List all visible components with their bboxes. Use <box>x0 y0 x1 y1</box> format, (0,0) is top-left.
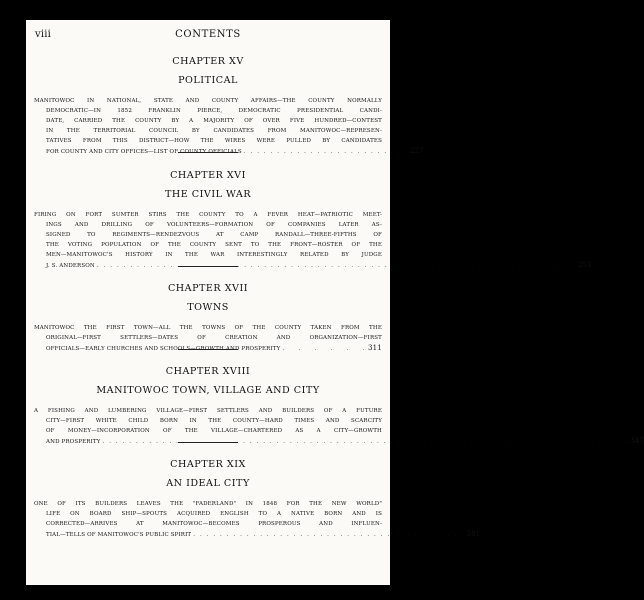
synopsis-line: MANITOWOC THE FIRST TOWN—ALL THE TOWNS OF THE COUNTY TAKEN FROM THE <box>34 325 382 331</box>
synopsis-line: IN THE TERRITORIAL COUNCIL BY CANDIDATES FROM MANITOWOC—REPRESEN- <box>46 128 382 134</box>
synopsis-line: THE VOTING POPULATION OF THE COUNTY SENT TO THE FRONT—ROSTER OF THE <box>46 242 382 248</box>
section-divider <box>178 266 238 267</box>
page-number: 227 <box>409 147 424 155</box>
page-number: 347 <box>630 437 644 445</box>
chapter-19 <box>26 459 481 540</box>
page-number: 381 <box>466 530 481 538</box>
synopsis-line: MEN—MANITOWOC'S HISTORY IN THE WAR INTERESTINGLY RELATED BY JUDGE <box>46 252 382 258</box>
chapter-number: CHAPTER XVIII <box>165 366 251 377</box>
running-head: CONTENTS <box>175 29 241 40</box>
synopsis-last-line <box>34 529 481 540</box>
synopsis-line: CORRECTED—ARRIVES AT MANITOWOC—BECOMES PROSPEROUS AND INFLUEN- <box>46 521 382 527</box>
page-number: 251 <box>577 261 592 269</box>
page-number: 311 <box>368 344 382 352</box>
dot-leader: . . . . . . <box>282 346 367 352</box>
synopsis-line: FIRING ON FORT SUMTER STIRS THE COUNTY TO A FEVER HEAT—PATRIOTIC MEET- <box>34 212 382 218</box>
dot-leader: . . . . . . . . . . . . . . . . . . . . . . . . . . . . . . . . . . . . . . . . . . . . . . . . . . . . . . . . . . . . . . . . . . . . . . . . . . . . . . . <box>102 439 629 445</box>
synopsis-line: FOR COUNTY AND CITY OFFICES—LIST OF COUNTY OFFICIALS <box>46 149 242 155</box>
chapter-15 <box>26 56 424 157</box>
synopsis-line: TIAL—TELLS OF MANITOWOC'S PUBLIC SPIRIT <box>46 532 192 538</box>
synopsis-line: ORIGINAL—FIRST SETTLERS—DATES OF CREATION AND ORGANIZATION—FIRST <box>46 335 382 341</box>
section-divider <box>178 152 238 153</box>
synopsis-line: SIGNED TO REGIMENTS—RENDEZVOUS AT CAMP RANDALL—THREE-FIFTHS OF <box>46 232 382 238</box>
contents-page <box>26 20 644 585</box>
chapter-number: CHAPTER XV <box>172 56 244 67</box>
chapter-16 <box>26 170 592 271</box>
chapter-title: POLITICAL <box>178 75 238 86</box>
dot-leader: . . . . . . . . . . . . . . . . . . . . . . . . . <box>243 149 408 155</box>
chapter-title: MANITOWOC TOWN, VILLAGE AND CITY <box>96 385 320 396</box>
page-folio: viii <box>35 29 52 40</box>
synopsis-line: DATE, CARRIED THE COUNTY BY A MAJORITY OF OVER FIVE HUNDRED—CONTEST <box>46 118 382 124</box>
chapter-synopsis <box>26 210 592 271</box>
dot-leader: . . . . . . . . . . . . . . . . . . . . . . . . . . . . . . . . . . . . . . . . . . . . . . . . . . . . . . . . . . . . . . . . . . . . . . . . <box>96 263 576 269</box>
chapter-title: THE CIVIL WAR <box>164 189 252 200</box>
chapter-synopsis <box>26 406 644 447</box>
chapter-18 <box>26 366 644 447</box>
chapter-number: CHAPTER XVI <box>170 170 246 181</box>
synopsis-line: OF MONEY—INCORPORATION OF THE VILLAGE—CHARTERED AS A CITY—GROWTH <box>46 428 382 434</box>
chapter-title: TOWNS <box>187 302 229 313</box>
section-divider <box>178 442 238 443</box>
synopsis-line: LIFE ON BOARD SHIP—SPOUTS ACQUIRED ENGLISH TO A NATIVE BORN AND IS <box>46 511 382 517</box>
chapter-number: CHAPTER XIX <box>170 459 246 470</box>
synopsis-line: AND PROSPERITY <box>46 439 101 445</box>
chapter-synopsis <box>26 96 424 157</box>
synopsis-line: MANITOWOC IN NATIONAL, STATE AND COUNTY AFFAIRS—THE COUNTY NORMALLY <box>34 98 382 104</box>
chapter-number: CHAPTER XVII <box>167 283 249 294</box>
synopsis-line: ONE OF ITS BUILDERS LEAVES THE "FADERLAND" IN 1848 FOR THE NEW WORLD" <box>34 501 382 507</box>
synopsis-line: DEMOCRATIC—IN 1852 FRANKLIN PIERCE, DEMOCRATIC PRESIDENTIAL CANDI- <box>46 108 382 114</box>
synopsis-line: INGS AND DRILLING OF VOLUNTEERS—FORMATION OF COMPANIES LATER AS- <box>46 222 382 228</box>
synopsis-line: CITY—FIRST WHITE CHILD BORN IN THE COUNTY—HARD TIMES AND SCARCITY <box>46 418 382 424</box>
synopsis-line: J. S. ANDERSON <box>46 263 95 269</box>
chapter-title: AN IDEAL CITY <box>166 478 250 489</box>
synopsis-line: A FISHING AND LUMBERING VILLAGE—FIRST SETTLERS AND BUILDERS OF A FUTURE <box>34 408 382 414</box>
dot-leader: . . . . . . . . . . . . . . . . . . . . . . . . . . . . . . . . . . . . . . . . . <box>193 532 465 538</box>
section-divider <box>178 349 238 350</box>
chapter-synopsis <box>26 499 481 540</box>
synopsis-line: TATIVES FROM THIS DISTRICT—HOW THE WIRES WERE PULLED BY CANDIDATES <box>46 138 382 144</box>
synopsis-line: OFFICIALS—EARLY CHURCHES AND SCHOOLS—GROWTH AND PROSPERITY <box>46 346 281 352</box>
chapter-17 <box>26 283 390 354</box>
